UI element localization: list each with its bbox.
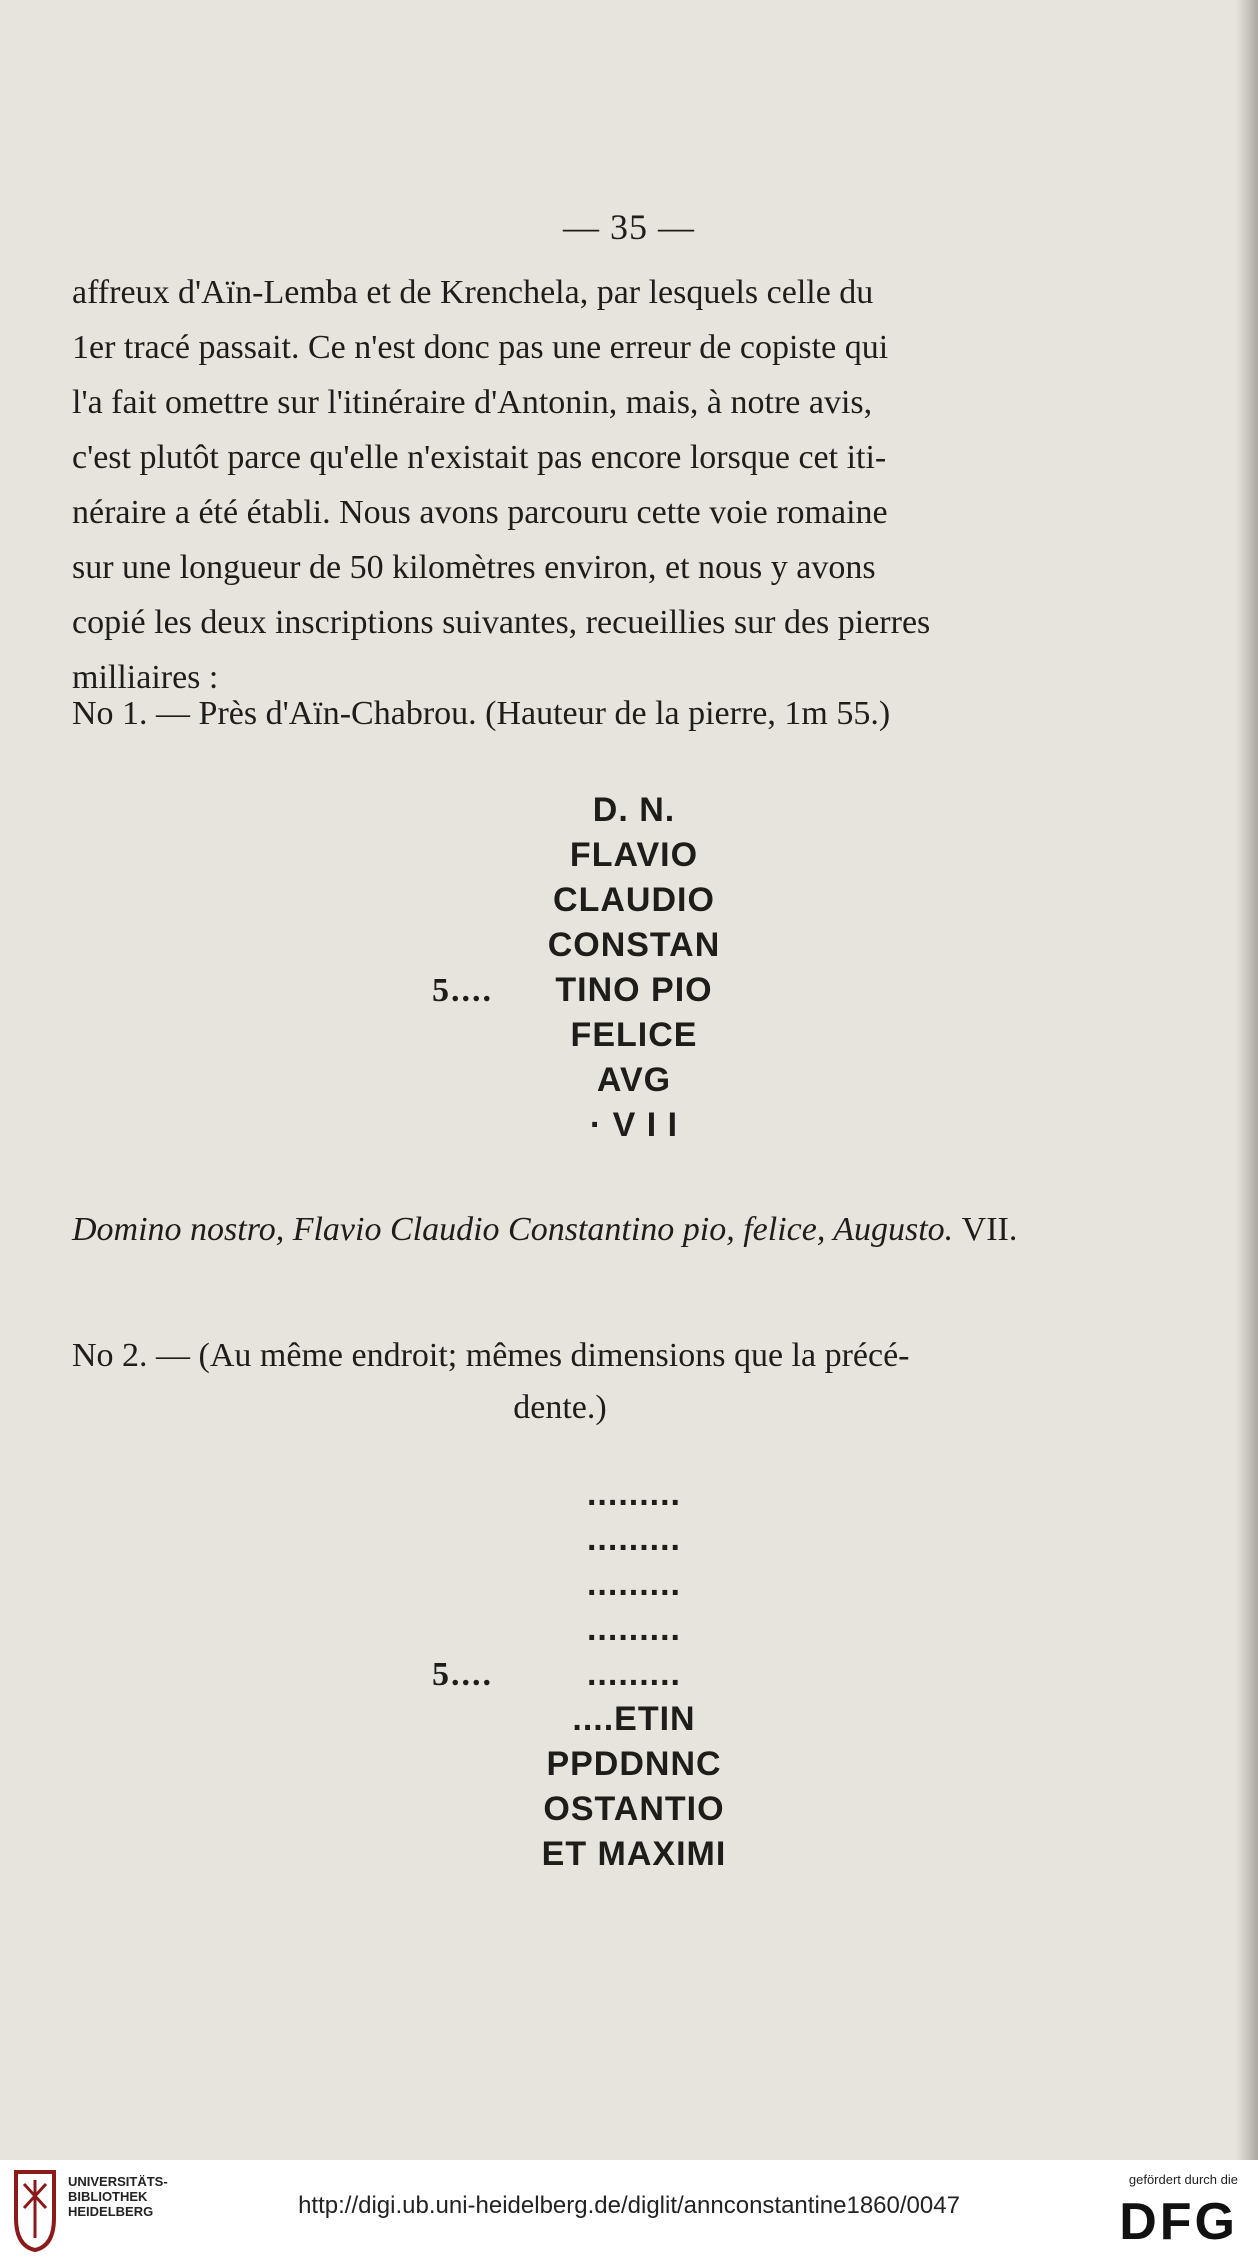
body-line: c'est plutôt parce qu'elle n'existait pas encore lorsque cet iti- xyxy=(72,439,887,476)
line-number-marker: 5.... xyxy=(432,1656,493,1693)
body-line: sur une longueur de 50 kilomètres environ, et nous y avons xyxy=(72,549,876,586)
inscription-2 xyxy=(0,1472,1258,1877)
inscription-line: FLAVIO xyxy=(569,836,699,874)
permalink-url[interactable]: http://digi.ub.uni-heidelberg.de/diglit/annconstantine1860/0047 xyxy=(298,2192,960,2219)
inscription-1 xyxy=(0,788,1258,1148)
logo-line: HEIDELBERG xyxy=(68,2204,154,2219)
inscription-line: ......... xyxy=(586,1565,682,1603)
inscription-line: PPDDNNC xyxy=(546,1745,722,1783)
logo-line: BIBLIOTHEK xyxy=(68,2189,148,2204)
entry-1-heading: No 1. — Près d'Aïn-Chabrou. (Hauteur de la pierre, 1m 55.) xyxy=(72,695,891,732)
inscription-line: CLAUDIO xyxy=(553,881,715,919)
entry-2-heading xyxy=(72,1330,1048,1434)
body-line: néraire a été établi. Nous avons parcouru cette voie romaine xyxy=(72,494,888,531)
logo-line: UNIVERSITÄTS- xyxy=(68,2174,168,2189)
inscription-line: OSTANTIO xyxy=(543,1790,725,1828)
inscription-line-5 xyxy=(0,1652,1258,1697)
inscription-line: ET MAXIMI xyxy=(541,1835,727,1873)
sponsor-label: gefördert durch die xyxy=(1128,2172,1238,2187)
body-line: affreux d'Aïn-Lemba et de Krenchela, par lesquels celle du xyxy=(72,274,874,311)
inscription-line: ......... xyxy=(586,1610,682,1648)
body-line: 1er tracé passait. Ce n'est donc pas une erreur de copiste qui xyxy=(72,329,889,366)
inscription-line: ......... xyxy=(586,1475,682,1513)
inscription-line-5 xyxy=(0,968,1258,1013)
page-number: — 35 — xyxy=(563,207,695,247)
inscription-line: D. N. xyxy=(592,791,676,829)
body-line: l'a fait omettre sur l'itinéraire d'Antonin, mais, à notre avis, xyxy=(72,384,873,421)
inscription-line-text: ......... xyxy=(586,1655,682,1693)
inscription-line: ....ETIN xyxy=(572,1700,696,1738)
entry-2-heading-continuation: dente.) xyxy=(513,1389,607,1426)
translation-italic: Domino nostro, Flavio Claudio Constantino pio, felice, Augusto. xyxy=(72,1211,954,1248)
inscription-line: FELICE xyxy=(570,1016,698,1054)
translation-upright: VII. xyxy=(961,1211,1018,1248)
viewer-footer xyxy=(0,2160,1258,2260)
body-line: copié les deux inscriptions suivantes, recueillies sur des pierres xyxy=(72,604,931,641)
inscription-line-text: TINO PIO xyxy=(555,971,713,1009)
line-number-marker: 5.... xyxy=(432,972,493,1009)
inscription-line: CONSTAN xyxy=(547,926,721,964)
inscription-1-translation xyxy=(72,1205,1048,1255)
inscription-line: AVG xyxy=(596,1061,672,1099)
inscription-line: ......... xyxy=(586,1520,682,1558)
body-line: milliaires : xyxy=(72,659,219,696)
entry-2-heading-text: No 2. — (Au même endroit; mêmes dimensions que la précé- xyxy=(72,1337,910,1374)
dfg-logo: DFG xyxy=(1119,2193,1238,2251)
body-paragraph xyxy=(72,265,1048,705)
inscription-line: · V I I xyxy=(589,1106,679,1144)
